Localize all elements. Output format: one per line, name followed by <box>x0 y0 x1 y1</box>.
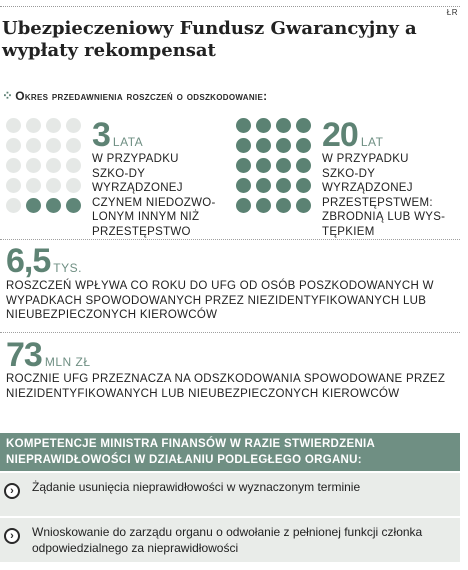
stat-73-description: ROCZNIE UFG PRZEZNACZA NA ODSZKODOWANIA SPOWODOWANE PRZEZ NIEZIDENTYFIKOWANYCH LUB NIEUBEZPIECZONYCH KIEROWCÓW <box>6 373 446 400</box>
dot <box>256 138 271 153</box>
dot <box>296 178 311 193</box>
dot <box>46 158 61 173</box>
dot <box>256 178 271 193</box>
dot <box>26 158 41 173</box>
dot <box>26 198 41 213</box>
dot-grid-3-years <box>6 118 81 213</box>
dot <box>46 138 61 153</box>
dot <box>236 138 251 153</box>
list-item <box>0 518 460 562</box>
competence-banner: KOMPETENCJE MINISTRA FINANSÓW W RAZIE STWIERDZENIA NIEPRAWIDŁOWOŚCI W DZIAŁANIU PODLEGŁEGO ORGANU: <box>0 433 460 471</box>
dot <box>256 118 271 133</box>
arrow-right-circle-icon: › <box>4 483 20 499</box>
dot <box>46 178 61 193</box>
dot <box>46 198 61 213</box>
stat-value: 6,5 <box>6 242 51 280</box>
dot <box>66 158 81 173</box>
arrow-right-circle-icon: › <box>4 528 20 544</box>
dot <box>276 178 291 193</box>
section-heading <box>2 88 442 104</box>
stat-20-years-description: W PRZYPADKU SZKO-DY WYRZĄDZONEJ PRZESTĘPSTWEM: ZBRODNIĄ LUB WYS-TĘPKIEM <box>322 153 446 238</box>
dot <box>6 138 21 153</box>
dot <box>236 118 251 133</box>
dot <box>66 138 81 153</box>
dot <box>296 198 311 213</box>
dot <box>6 198 21 213</box>
dot <box>46 118 61 133</box>
stat-unit: LAT <box>360 135 384 149</box>
dot-grid-20-years <box>236 118 311 213</box>
dot <box>6 158 21 173</box>
stat-20-years <box>322 118 383 152</box>
dot <box>256 198 271 213</box>
stat-value: 3 <box>92 116 110 154</box>
stat-unit: TYS. <box>53 261 82 275</box>
dot <box>26 118 41 133</box>
dot <box>236 178 251 193</box>
dot <box>276 118 291 133</box>
dots-marker-icon: ⁘ <box>2 88 14 103</box>
dot <box>276 158 291 173</box>
top-rule <box>0 6 460 7</box>
stat-unit: LATA <box>112 135 144 149</box>
stat-3-years-description: W PRZYPADKU SZKO-DY WYRZĄDZONEJ CZYNEM NIEDOZWO-LONYM INNYM NIŻ PRZESTĘPSTWO <box>92 153 216 238</box>
list-item-text: Wnioskowanie do zarządu organu o odwołanie z pełnionej funkcji członka odpowiedzialnego za nieprawidłowości <box>32 525 423 555</box>
dot <box>26 138 41 153</box>
dot <box>66 178 81 193</box>
stat-73-million <box>6 338 91 372</box>
dot <box>256 158 271 173</box>
stat-value: 73 <box>6 336 42 374</box>
dot <box>6 178 21 193</box>
dot <box>66 118 81 133</box>
dot <box>276 138 291 153</box>
dot <box>6 118 21 133</box>
dot <box>236 158 251 173</box>
dot <box>66 198 81 213</box>
source-credit: ŁR <box>446 8 458 17</box>
dot <box>296 118 311 133</box>
dot <box>296 158 311 173</box>
dot <box>26 178 41 193</box>
stat-unit: MLN ZŁ <box>44 355 91 369</box>
dot <box>296 138 311 153</box>
stat-6-5-thousand <box>6 244 82 278</box>
stat-value: 20 <box>322 116 358 154</box>
dot <box>276 198 291 213</box>
dot <box>236 198 251 213</box>
list-item-text: Żądanie usunięcia nieprawidłowości w wyznaczonym terminie <box>32 480 361 494</box>
stat-6-5-description: ROSZCZEŃ WPŁYWA CO ROKU DO UFG OD OSÓB POSZKODOWANYCH W WYPADKACH SPOWODOWANYCH PRZEZ NIEZIDENTYFIKOWANYCH LUB NIEUBEZPIECZONYCH KIEROWCÓW <box>6 280 434 321</box>
divider <box>0 332 460 333</box>
section-heading-text: Okres przedawnienia roszczeń o odszkodowanie: <box>15 89 268 103</box>
infographic-title: Ubezpieczeniowy Fundusz Gwarancyjny a wypłaty rekompensat <box>2 18 417 61</box>
stat-3-years <box>92 118 143 152</box>
list-item <box>0 473 460 516</box>
divider <box>0 239 460 240</box>
